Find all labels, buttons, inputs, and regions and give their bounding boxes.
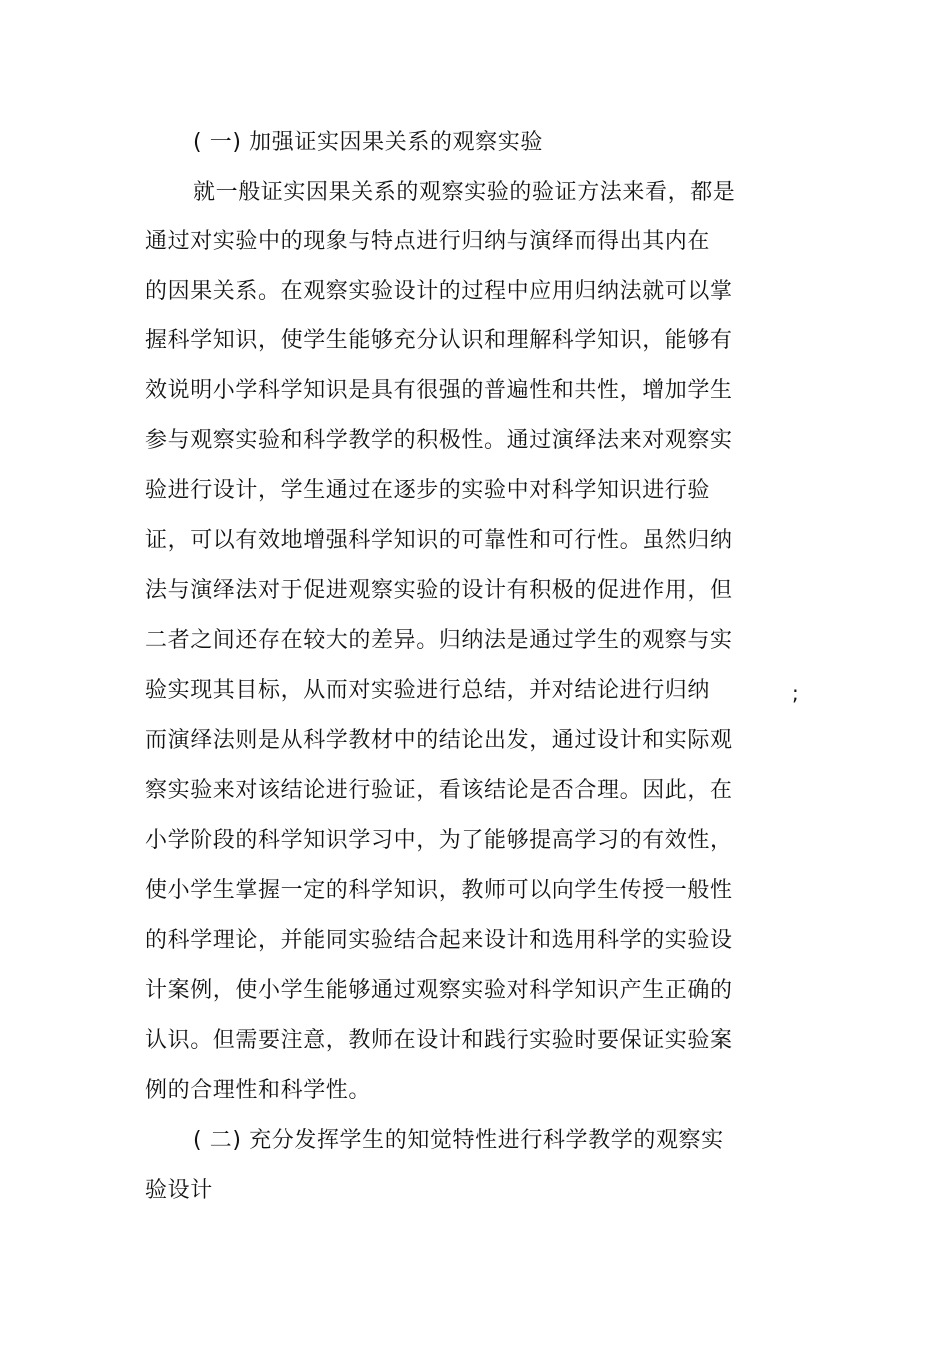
paragraph-line: 小学阶段的科学知识学习中，为了能够提高学习的有效性， (145, 828, 733, 853)
paragraph-line: 二者之间还存在较大的差异。归纳法是通过学生的观察与实 (145, 628, 733, 653)
paragraph-line: 的科学理论，并能同实验结合起来设计和选用科学的实验设 (145, 928, 733, 953)
paragraph-line: 参与观察实验和科学教学的积极性。通过演绎法来对观察实 (145, 428, 733, 453)
paragraph-line: 效说明小学科学知识是具有很强的普遍性和共性，增加学生 (145, 378, 733, 403)
paragraph-line: 就一般证实因果关系的观察实验的验证方法来看，都是 (193, 180, 736, 205)
section-heading-2: ( 二) 充分发挥学生的知觉特性进行科学教学的观察实 (193, 1128, 724, 1153)
paragraph-line: 通过对实验中的现象与特点进行归纳与演绎而得出其内在 (145, 229, 711, 254)
paragraph-line: 例的合理性和科学性。 (145, 1078, 372, 1103)
paragraph-line: 验实现其目标，从而对实验进行总结，并对结论进行归纳 (145, 678, 711, 703)
paragraph-line: 法与演绎法对于促进观察实验的设计有积极的促进作用，但 (145, 578, 733, 603)
paragraph-line: 察实验来对该结论进行验证，看该结论是否合理。因此，在 (145, 778, 733, 803)
paragraph-line: 而演绎法则是从科学教材中的结论出发，通过设计和实际观 (145, 728, 733, 753)
paragraph-line: 握科学知识，使学生能够充分认识和理解科学知识，能够有 (145, 328, 733, 353)
paragraph-line: 的因果关系。在观察实验设计的过程中应用归纳法就可以掌 (145, 279, 733, 304)
paragraph-line: 使小学生掌握一定的科学知识，教师可以向学生传授一般性 (145, 878, 733, 903)
paragraph-line: 验进行设计，学生通过在逐步的实验中对科学知识进行验 (145, 478, 711, 503)
paragraph-line: 证，可以有效地增强科学知识的可靠性和可行性。虽然归纳 (145, 528, 733, 553)
section-heading-1: ( 一) 加强证实因果关系的观察实验 (193, 130, 543, 155)
paragraph-line: 认识。但需要注意，教师在设计和践行实验时要保证实验案 (145, 1028, 733, 1053)
margin-semicolon: ; (792, 681, 799, 705)
paragraph-line: 计案例，使小学生能够通过观察实验对科学知识产生正确的 (145, 978, 733, 1003)
section-heading-2-continued: 验设计 (145, 1178, 213, 1203)
